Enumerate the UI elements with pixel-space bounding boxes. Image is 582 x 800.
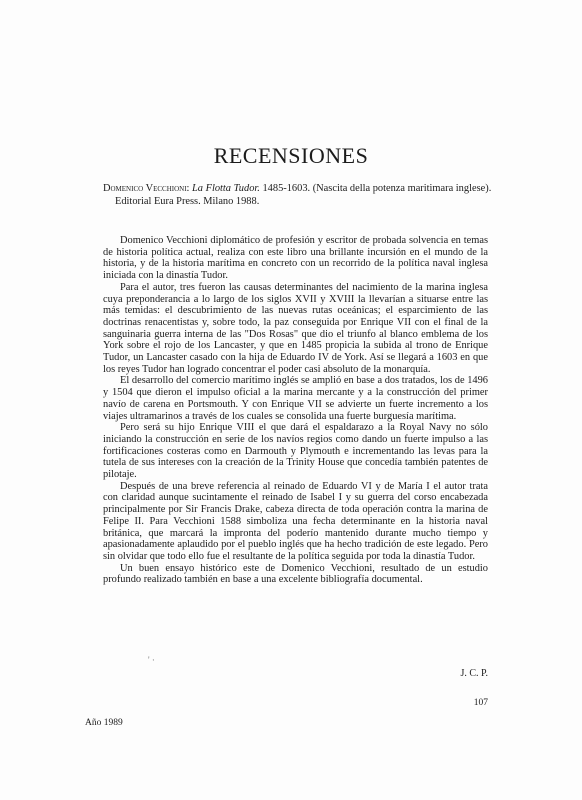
paragraph: Después de una breve referencia al reinado de Eduardo VI y de María I el autor trata con claridad aunque sucintamente el reinado de Isabel I y su guerra del corso encabezada principalmente por Sir Francis Drake, cabeza directa de toda operación contra la marina de Felipe II. Para Vecchioni 1588 simboliza una fecha determinante en la historia naval británica, que marcará la impronta del poderío mantenido durante mucho tiempo y apasionadamente aplaudido por el pueblo inglés que ha hecho tradición de este legado. Pero sin olvidar que todo ello fue el resultante de la política seguida por toda la dinastía Tudor. xyxy=(103,480,488,562)
stray-mark: ' · xyxy=(148,655,155,665)
page-number: 107 xyxy=(473,698,488,708)
footer-year: Año 1989 xyxy=(85,718,123,728)
review-citation xyxy=(103,183,500,208)
paragraph: Un buen ensayo histórico este de Domenico Vecchioni, resultado de un estudio profundo realizado también en base a una excelente bibliografía documental. xyxy=(103,562,488,586)
paragraph: Para el autor, tres fueron las causas determinantes del nacimiento de la marina inglesa cuya preponderancia a lo largo de los siglos XVII y XVIII la llevarían a situarse entre las más temidas: el descubrimiento de las nuevas rutas oceánicas; el esparcimiento de las doctrinas renacentistas y, sobre todo, la paz conseguida por Enrique VII con el final de la sanguinaria guerra interna de las "Dos Rosas" que dio el triunfo al blanco emblema de los York sobre el rojo de los Lancaster, y que en 1485 propicia la subida al trono de Enrique Tudor, un Lancaster casado con la hija de Eduardo IV de York. Así se llegará a 1603 en que los reyes Tudor han logrado concentrar el poder casi absoluto de la monarquía. xyxy=(103,281,488,375)
citation-author: Domenico Vecchioni: xyxy=(103,183,190,194)
page-title: RECENSIONES xyxy=(213,143,369,168)
citation-book-title: La Flotta Tudor. xyxy=(192,183,260,194)
citation-details: 1485-1603. (Nascita della potenza maritimara inglese). Editorial Eura Press. Milano 1988. xyxy=(115,183,492,207)
paragraph: Domenico Vecchioni diplomático de profesión y escritor de probada solvencia en temas de historia política actual, realiza con este libro una brillante incursión en el mundo de la historia, y de la historia marítima en concreto con un recorrido de la política naval inglesa iniciada con la dinastía Tudor. xyxy=(103,235,488,282)
reviewer-signature: J. C. P. xyxy=(460,668,488,679)
paragraph: Pero será su hijo Enrique VIII el que dará el espaldarazo a la Royal Navy no sólo iniciando la construcción en serie de los navíos regios como dando un fuerte impulso a las fortificaciones costeras como en Darmouth y Plymouth e incrementando las levas para la tutela de sus intereses con la creación de la Trinity House que concedía también patentes de pilotaje. xyxy=(103,422,488,481)
paragraph: El desarrollo del comercio marítimo inglés se amplió en base a dos tratados, los de 1496 y 1504 que dieron el impulso oficial a la marina mercante y a la construcción del primer navío de carena en Portsmouth. Y con Enrique VII se advierte un fuerte incremento a los viajes ultramarinos a través de los cuales se consolida una fuerte burguesía marítima. xyxy=(103,375,488,422)
review-body xyxy=(103,235,488,586)
